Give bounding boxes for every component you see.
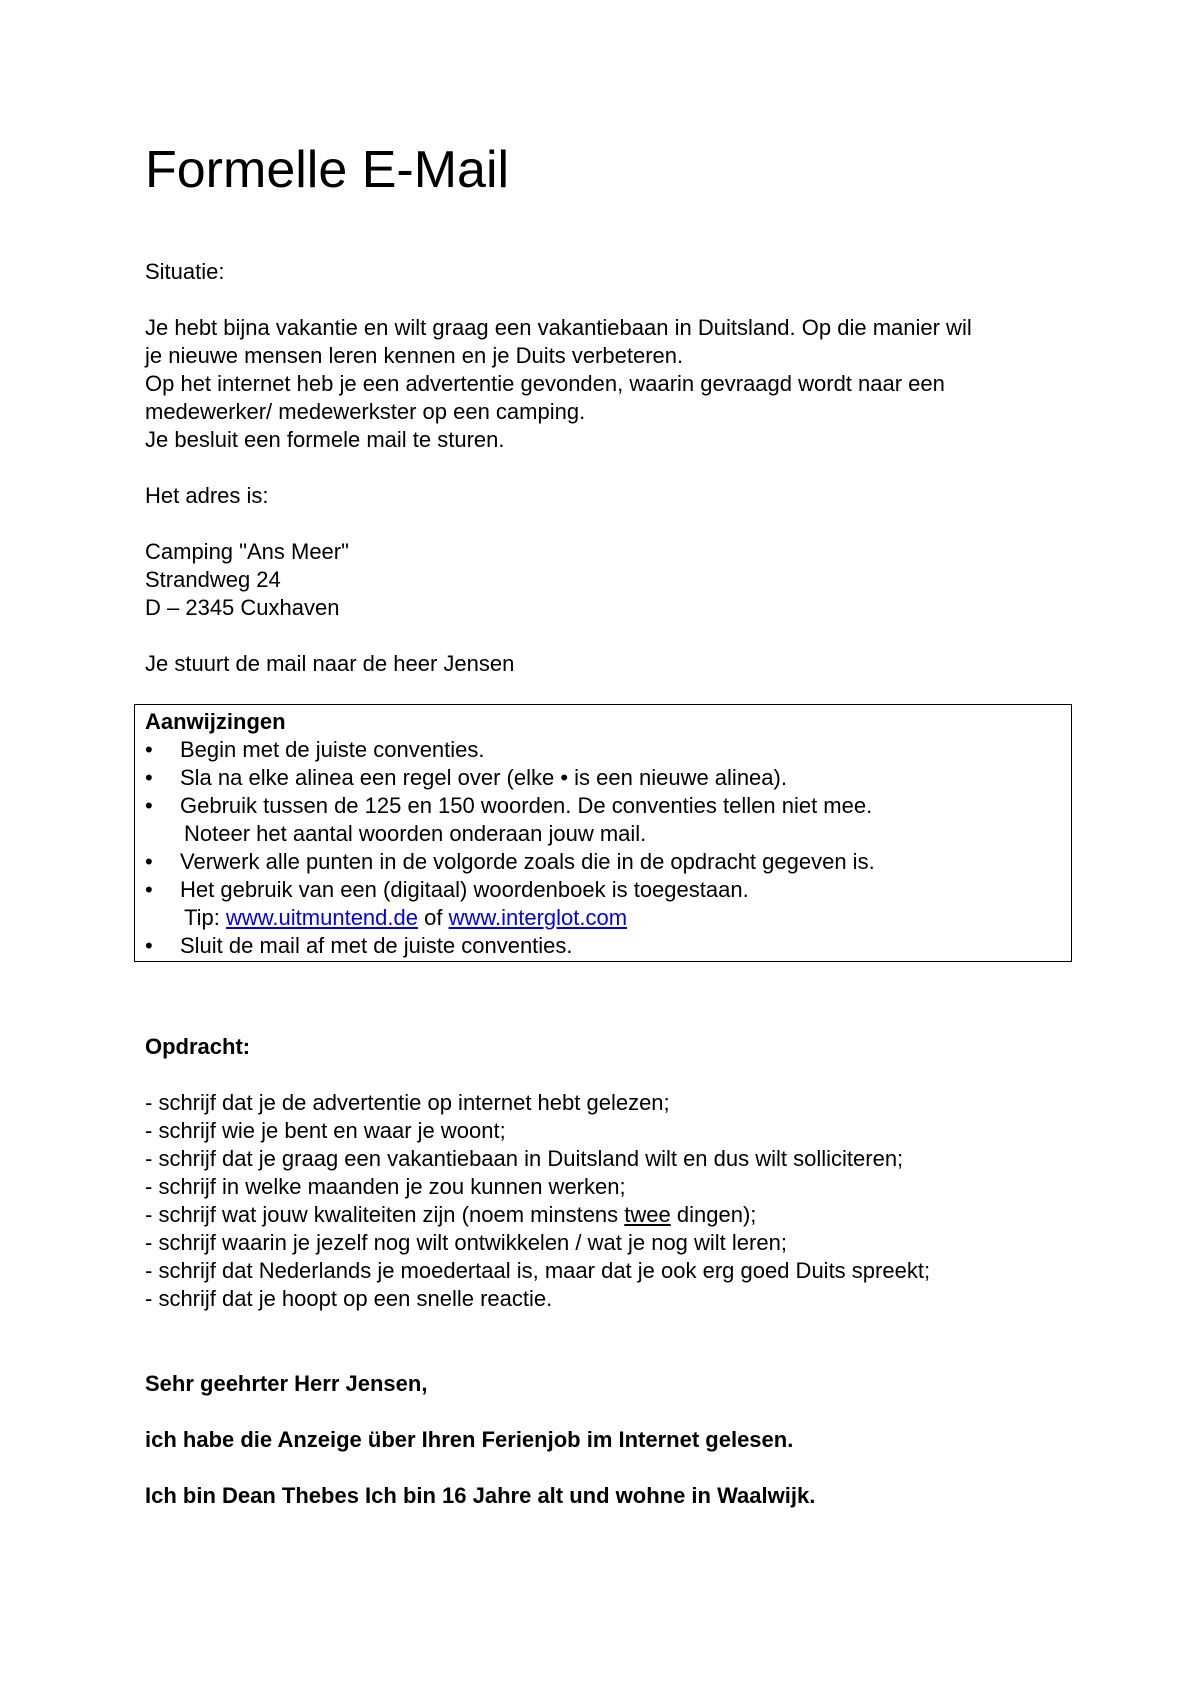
assignment-item: - schrijf dat je graag een vakantiebaan in Duitsland wilt en dus wilt solliciteren;	[145, 1146, 904, 1171]
list-item	[145, 932, 1071, 960]
list-item-text: Sluit de mail af met de juiste conventies.	[180, 933, 573, 958]
tip-line	[145, 904, 1071, 932]
assignment-item: - schrijf in welke maanden je zou kunnen werken;	[145, 1174, 626, 1199]
list-item-text: Begin met de juiste conventies.	[180, 737, 485, 762]
instructions-heading: Aanwijzingen	[145, 709, 286, 734]
assignment-item	[145, 1201, 1085, 1229]
list-item	[145, 764, 1071, 792]
instructions-box	[134, 704, 1072, 962]
situation-line: Je besluit een formele mail te sturen.	[145, 427, 505, 452]
tip-or: of	[417, 905, 449, 930]
situation-label: Situatie:	[145, 259, 225, 284]
assignment-item-text: dingen);	[670, 1202, 757, 1227]
list-item	[145, 848, 1071, 876]
instructions-list-end	[145, 932, 1071, 960]
bullet-icon: •	[145, 737, 153, 762]
situation-line: Je hebt bijna vakantie en wilt graag een vakantiebaan in Duitsland. Op die manier wil	[145, 315, 972, 340]
assignment-item: - schrijf waarin je jezelf nog wilt ontwikkelen / wat je nog wilt leren;	[145, 1230, 787, 1255]
bullet-icon: •	[145, 765, 153, 790]
list-item-text: Het gebruik van een (digitaal) woordenboek is toegestaan.	[180, 877, 749, 902]
mail-draft	[145, 1370, 1085, 1510]
situation-line: medewerker/ medewerkster op een camping.	[145, 399, 586, 424]
assignment-item: - schrijf dat Nederlands je moedertaal is, maar dat je ook erg goed Duits spreekt;	[145, 1258, 931, 1283]
assignment-item-text: - schrijf wat jouw kwaliteiten zijn (noem minstens	[145, 1202, 625, 1227]
list-item-text: Sla na elke alinea een regel over (elke • is een nieuwe alinea).	[180, 765, 787, 790]
address-line: Strandweg 24	[145, 567, 281, 592]
bullet-icon: •	[145, 933, 153, 958]
underlined-word: twee	[624, 1202, 671, 1227]
link-interglot[interactable]: www.interglot.com	[448, 905, 628, 930]
situation-line: Op het internet heb je een advertentie gevonden, waarin gevraagd wordt naar een	[145, 371, 945, 396]
bullet-icon: •	[145, 877, 153, 902]
situation-line: je nieuwe mensen leren kennen en je Duits verbeteren.	[145, 343, 684, 368]
instructions-list	[145, 736, 1071, 820]
mail-salutation: Sehr geehrter Herr Jensen,	[145, 1371, 428, 1396]
address-line: Camping "Ans Meer"	[145, 539, 349, 564]
assignment-item: - schrijf wie je bent en waar je woont;	[145, 1118, 506, 1143]
address-label: Het adres is:	[145, 483, 269, 508]
assignment-section	[145, 1033, 1085, 1313]
assignment-item: - schrijf dat je hoopt op een snelle reactie.	[145, 1286, 553, 1311]
assignment-heading: Opdracht:	[145, 1034, 251, 1059]
document-body	[145, 140, 1085, 678]
list-item-text: Verwerk alle punten in de volgorde zoals die in de opdracht gegeven is.	[180, 849, 875, 874]
mail-paragraph: Ich bin Dean Thebes Ich bin 16 Jahre alt und wohne in Waalwijk.	[145, 1483, 816, 1508]
assignment-item: - schrijf dat je de advertentie op internet hebt gelezen;	[145, 1090, 670, 1115]
bullet-icon: •	[145, 849, 153, 874]
list-item	[145, 876, 1071, 904]
word-count-note: Noteer het aantal woorden onderaan jouw mail.	[184, 821, 647, 846]
page-title: Formelle E-Mail	[145, 141, 510, 199]
recipient-line: Je stuurt de mail naar de heer Jensen	[145, 651, 515, 676]
list-item	[145, 792, 1071, 820]
tip-prefix: Tip:	[184, 905, 226, 930]
mail-paragraph: ich habe die Anzeige über Ihren Ferienjob im Internet gelesen.	[145, 1427, 794, 1452]
list-item-text: Gebruik tussen de 125 en 150 woorden. De conventies tellen niet mee.	[180, 793, 873, 818]
link-uitmuntend[interactable]: www.uitmuntend.de	[225, 905, 418, 930]
instructions-list-cont	[145, 848, 1071, 904]
address-line: D – 2345 Cuxhaven	[145, 595, 340, 620]
list-item	[145, 736, 1071, 764]
bullet-icon: •	[145, 793, 153, 818]
